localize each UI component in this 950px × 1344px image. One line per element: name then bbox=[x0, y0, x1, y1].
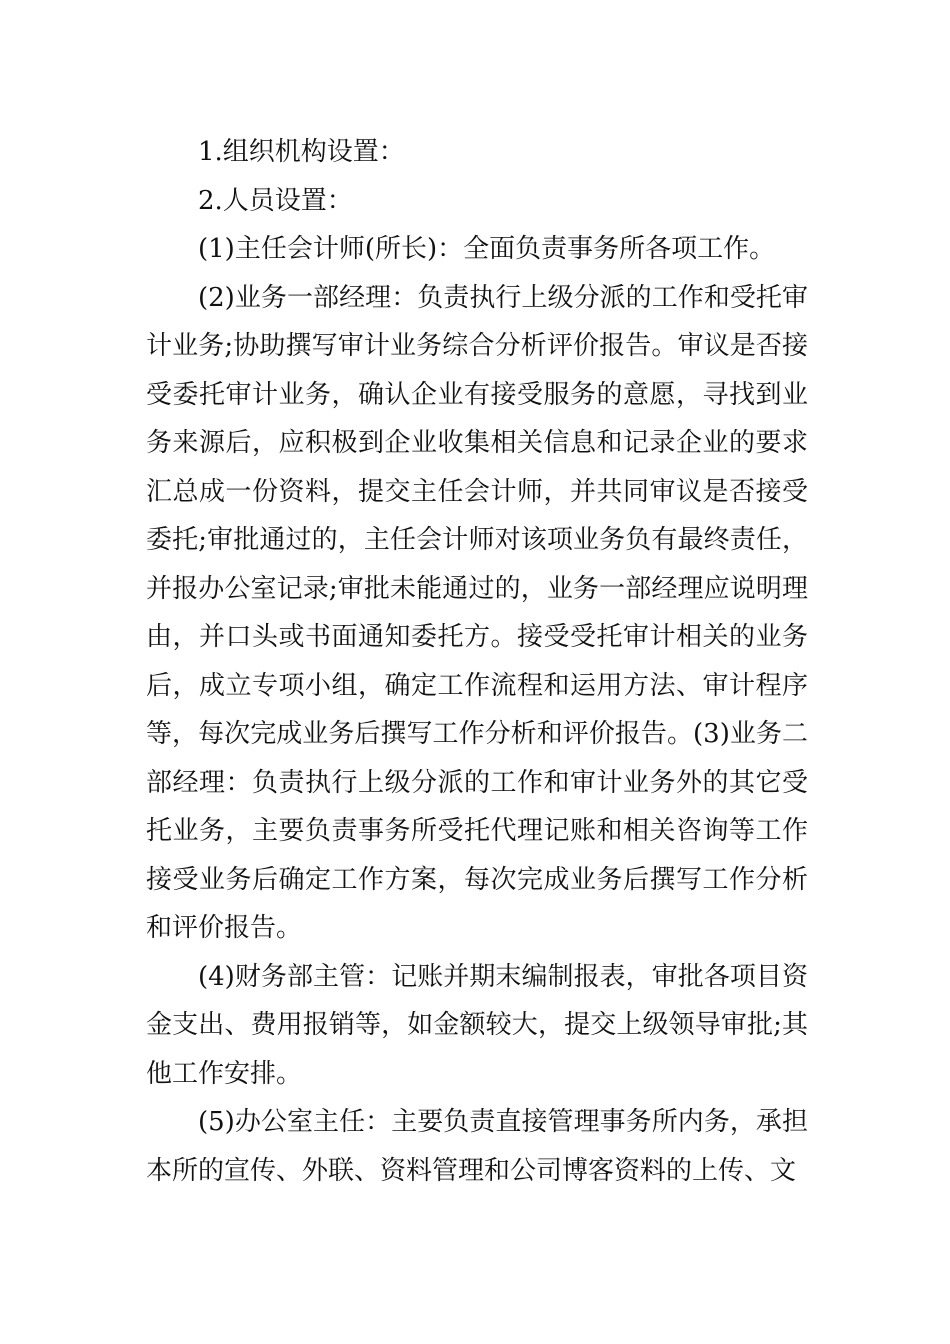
paragraph-chief-accountant: (1)主任会计师(所长)：全面负责事务所各项工作。 bbox=[198, 234, 776, 264]
paragraph-org-setup: 1.组织机构设置： bbox=[198, 137, 405, 167]
paragraph-finance-supervisor: (4)财务部主管：记账并期末编制报表，审批各项目资金支出、费用报销等，如金额较大，提交上级领导审批;其他工作安排。 bbox=[146, 961, 808, 1089]
document-body bbox=[146, 128, 808, 1195]
paragraph-staff-setup: 2.人员设置： bbox=[198, 185, 353, 216]
paragraph-office-director: (5)办公室主任：主要负责直接管理事务所内务，承担本所的宣传、外联、资料管理和公司博客资料的上传、文 bbox=[146, 1107, 808, 1186]
paragraph-business-dept-managers: (2)业务一部经理：负责执行上级分派的工作和受托审计业务;协助撰写审计业务综合分析评价报告。审议是否接受委托审计业务，确认企业有接受服务的意愿，寻找到业务来源后，应积极到企业收集相关信息和记录企业的要求汇总成一份资料，提交主任会计师，并共同审议是否接受委托;审批通过的，主任会计师对该项业务负有最终责任，并报办公室记录;审批未能通过的，业务一部经理应说明理由，并口头或书面通知委托方。接受受托审计相关的业务后，成立专项小组，确定工作流程和运用方法、审计程序等，每次完成业务后撰写工作分析和评价报告。(3)业务二部经理：负责执行上级分派的工作和审计业务外的其它受托业务，主要负责事务所受托代理记账和相关咨询等工作接受业务后确定工作方案，每次完成业务后撰写工作分析和评价报告。 bbox=[146, 282, 808, 943]
